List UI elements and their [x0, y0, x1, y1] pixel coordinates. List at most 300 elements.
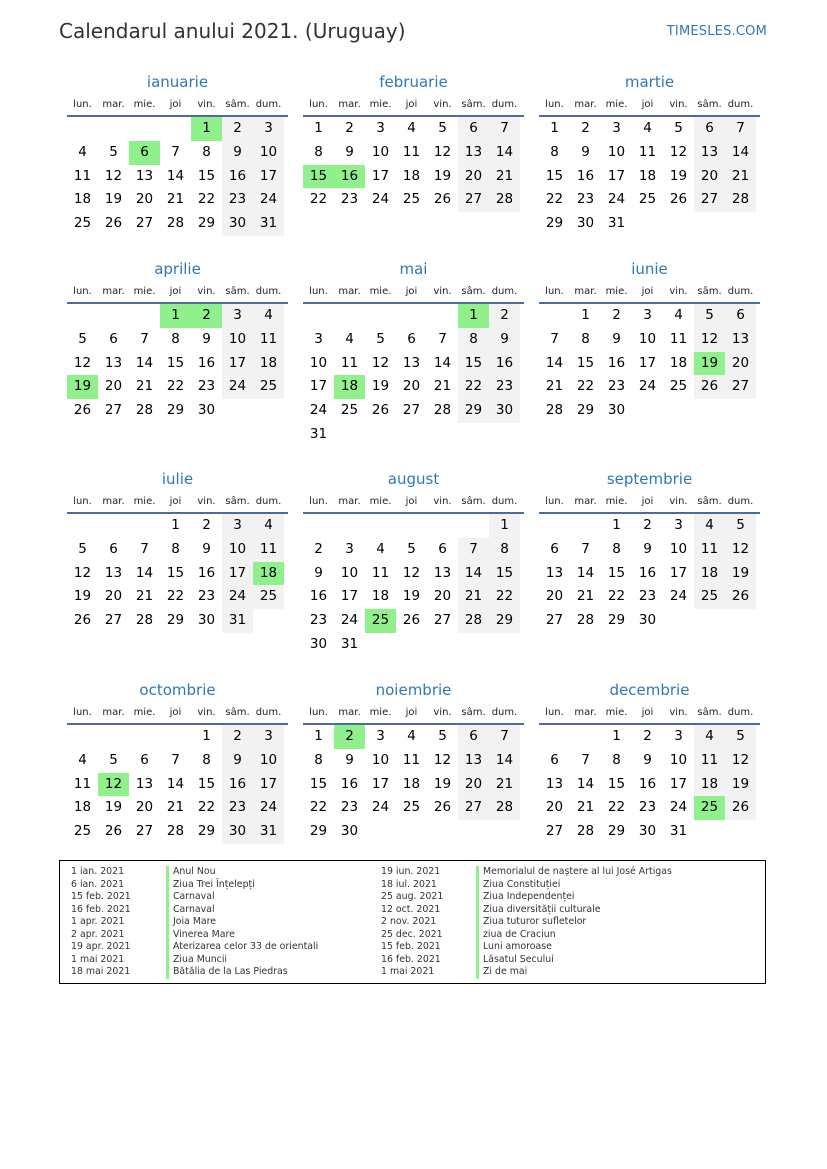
holiday-day: 15 — [303, 165, 334, 189]
day: 28 — [576, 612, 595, 629]
day: 8 — [612, 540, 621, 557]
day: 23 — [197, 588, 216, 605]
day: 14 — [166, 167, 185, 184]
day: 24 — [340, 612, 359, 629]
month-iulie — [67, 468, 288, 633]
day: 3 — [222, 514, 253, 538]
day: 5 — [109, 143, 118, 160]
day: 23 — [340, 799, 359, 816]
weekday-label: lun. — [309, 496, 328, 507]
holiday-date: 12 oct. 2021 — [381, 903, 441, 915]
day: 14 — [489, 141, 520, 165]
empty-cell — [98, 514, 129, 538]
day: 3 — [674, 517, 683, 533]
day: 27 — [433, 612, 452, 629]
day: 11 — [253, 328, 284, 352]
month-name: octombrie — [139, 681, 216, 699]
weekday-label: joi — [405, 286, 418, 297]
day: 2 — [222, 725, 253, 749]
day: 21 — [489, 165, 520, 189]
day: 30 — [638, 612, 657, 629]
day: 17 — [253, 773, 284, 797]
day: 23 — [638, 588, 657, 605]
holiday-name: Ziua diversității culturale — [476, 904, 601, 917]
day: 19 — [433, 167, 452, 184]
day: 29 — [607, 612, 626, 629]
day: 15 — [166, 564, 185, 581]
day: 20 — [725, 352, 756, 376]
weekday-label: sâm. — [225, 707, 250, 718]
day: 25 — [73, 823, 92, 840]
holiday-date: 19 apr. 2021 — [71, 941, 131, 952]
day: 8 — [171, 330, 180, 347]
day: 26 — [104, 823, 123, 840]
day: 15 — [607, 564, 626, 581]
day: 1 — [314, 728, 323, 744]
holiday-column-left — [60, 866, 318, 979]
day: 14 — [576, 775, 595, 792]
day: 21 — [135, 588, 154, 605]
day: 28 — [545, 402, 564, 419]
day: 13 — [725, 328, 756, 352]
day: 12 — [371, 354, 390, 371]
weekday-label: sâm. — [461, 707, 486, 718]
weekday-label: lun. — [73, 286, 92, 297]
day: 28 — [135, 612, 154, 629]
page-title: Calendarul anului 2021. (Uruguay) — [59, 19, 406, 43]
day: 6 — [458, 725, 489, 749]
holiday-entry — [60, 904, 318, 917]
day: 25 — [253, 585, 284, 609]
day: 17 — [669, 564, 688, 581]
day: 28 — [166, 823, 185, 840]
day: 1 — [489, 514, 520, 538]
day-grid — [303, 117, 524, 212]
weekday-label: vin. — [433, 99, 452, 110]
month-name: aprilie — [154, 260, 201, 278]
weekday-label: mie. — [133, 496, 156, 507]
day: 18 — [371, 588, 390, 605]
day: 23 — [222, 188, 253, 212]
day: 30 — [340, 823, 359, 840]
day: 23 — [638, 799, 657, 816]
day: 15 — [607, 775, 626, 792]
weekday-label: mar. — [574, 707, 597, 718]
holiday-name: Anul Nou — [166, 866, 216, 879]
holiday-name: Luni amoroase — [476, 941, 552, 954]
day: 21 — [135, 378, 154, 395]
holiday-name: Ziua Trei Înțelepți — [166, 879, 255, 892]
day: 22 — [166, 588, 185, 605]
weekday-label: mar. — [574, 496, 597, 507]
holiday-date: 16 feb. 2021 — [381, 953, 441, 965]
day: 4 — [376, 540, 385, 557]
day: 3 — [612, 120, 621, 136]
day: 18 — [638, 167, 657, 184]
holiday-day: 12 — [98, 773, 129, 797]
holiday-name: Ziua Muncii — [166, 954, 227, 967]
day: 4 — [345, 330, 354, 347]
holiday-day: 2 — [191, 304, 222, 328]
day: 4 — [643, 120, 652, 136]
holiday-name: Joia Mare — [166, 916, 216, 929]
day: 16 — [309, 588, 328, 605]
day: 25 — [402, 191, 421, 208]
day: 21 — [545, 378, 564, 395]
day: 1 — [581, 307, 590, 323]
day: 7 — [489, 117, 520, 141]
day: 26 — [694, 375, 725, 399]
day: 1 — [612, 728, 621, 744]
day: 19 — [371, 378, 390, 395]
day: 14 — [545, 354, 564, 371]
weekday-label: mar. — [338, 707, 361, 718]
weekday-label: vin. — [433, 286, 452, 297]
holiday-date: 1 ian. 2021 — [71, 866, 125, 877]
day-grid — [303, 304, 524, 447]
day: 9 — [643, 751, 652, 768]
day: 19 — [725, 773, 756, 797]
day: 9 — [345, 143, 354, 160]
day: 27 — [545, 612, 564, 629]
weekday-label: dum. — [491, 707, 518, 718]
day: 8 — [581, 330, 590, 347]
day: 14 — [489, 749, 520, 773]
day: 3 — [253, 117, 284, 141]
day: 15 — [166, 354, 185, 371]
day: 10 — [607, 143, 626, 160]
day: 17 — [607, 167, 626, 184]
weekday-label: sâm. — [225, 99, 250, 110]
day: 1 — [612, 517, 621, 533]
day: 26 — [104, 215, 123, 232]
month-name: noiembrie — [375, 681, 452, 699]
holiday-date: 6 ian. 2021 — [71, 878, 125, 890]
day: 6 — [694, 117, 725, 141]
day: 23 — [576, 191, 595, 208]
weekday-label: dum. — [255, 707, 282, 718]
weekday-label: joi — [641, 99, 654, 110]
day: 2 — [222, 117, 253, 141]
day: 24 — [371, 799, 390, 816]
month-octombrie — [67, 679, 288, 844]
weekday-label: mie. — [605, 707, 628, 718]
day: 21 — [166, 799, 185, 816]
weekday-label: sâm. — [461, 99, 486, 110]
day: 7 — [458, 538, 489, 562]
day: 22 — [458, 375, 489, 399]
holiday-day: 2 — [334, 725, 365, 749]
day: 18 — [402, 775, 421, 792]
site-link[interactable]: TIMESLES.COM — [666, 24, 767, 39]
weekday-label: sâm. — [697, 99, 722, 110]
day: 30 — [607, 402, 626, 419]
day: 17 — [340, 588, 359, 605]
weekday-label: lun. — [545, 496, 564, 507]
day: 20 — [135, 191, 154, 208]
day: 13 — [135, 775, 154, 792]
weekday-label: lun. — [309, 707, 328, 718]
month-name: iulie — [161, 470, 194, 488]
month-mai — [303, 258, 524, 447]
day: 18 — [73, 191, 92, 208]
holiday-list — [59, 860, 766, 984]
weekday-label: vin. — [433, 707, 452, 718]
day: 13 — [545, 564, 564, 581]
day: 31 — [253, 212, 284, 236]
weekday-label: lun. — [545, 99, 564, 110]
day: 23 — [489, 375, 520, 399]
weekday-label: dum. — [727, 496, 754, 507]
day: 23 — [607, 378, 626, 395]
day: 9 — [489, 328, 520, 352]
month-decembrie — [539, 679, 760, 844]
day: 10 — [371, 751, 390, 768]
weekday-header — [303, 282, 524, 304]
weekday-label: mie. — [133, 286, 156, 297]
day: 23 — [197, 378, 216, 395]
holiday-entry — [370, 891, 672, 904]
month-aprilie — [67, 258, 288, 423]
day: 10 — [222, 538, 253, 562]
day: 19 — [402, 588, 421, 605]
holiday-entry — [60, 879, 318, 892]
empty-cell — [98, 304, 129, 328]
day: 27 — [402, 402, 421, 419]
holiday-day: 1 — [458, 304, 489, 328]
day: 18 — [402, 167, 421, 184]
day: 23 — [222, 796, 253, 820]
day: 28 — [458, 609, 489, 633]
day: 30 — [197, 402, 216, 419]
empty-cell — [303, 304, 334, 328]
day: 20 — [433, 588, 452, 605]
day: 6 — [438, 540, 447, 557]
day: 15 — [197, 167, 216, 184]
weekday-label: sâm. — [225, 496, 250, 507]
day: 31 — [340, 635, 359, 652]
day: 8 — [550, 143, 559, 160]
day: 27 — [104, 402, 123, 419]
day: 18 — [694, 773, 725, 797]
day: 30 — [489, 399, 520, 423]
day: 22 — [309, 799, 328, 816]
day: 7 — [438, 330, 447, 347]
empty-cell — [98, 725, 129, 749]
day-grid — [539, 304, 760, 423]
month-iunie — [539, 258, 760, 423]
day: 8 — [202, 751, 211, 768]
weekday-label: mar. — [574, 286, 597, 297]
day: 24 — [607, 191, 626, 208]
day: 12 — [725, 749, 756, 773]
day: 9 — [345, 751, 354, 768]
day: 16 — [222, 165, 253, 189]
weekday-label: mie. — [369, 286, 392, 297]
day: 18 — [694, 562, 725, 586]
empty-cell — [539, 725, 570, 749]
day: 14 — [576, 564, 595, 581]
day-grid — [539, 117, 760, 236]
day-grid — [67, 117, 288, 236]
day: 16 — [222, 773, 253, 797]
holiday-entry — [370, 941, 672, 954]
day: 4 — [407, 728, 416, 744]
day: 31 — [669, 823, 688, 840]
day: 22 — [576, 378, 595, 395]
day: 30 — [309, 635, 328, 652]
day: 12 — [725, 538, 756, 562]
holiday-date: 18 mai 2021 — [71, 966, 131, 977]
day-grid — [67, 514, 288, 633]
day: 13 — [458, 749, 489, 773]
day: 19 — [73, 588, 92, 605]
day: 11 — [73, 167, 92, 184]
holiday-entry — [370, 916, 672, 929]
day: 5 — [376, 330, 385, 347]
holiday-entry — [60, 954, 318, 967]
day: 15 — [309, 775, 328, 792]
day: 19 — [104, 799, 123, 816]
weekday-label: mar. — [338, 99, 361, 110]
holiday-date: 19 iun. 2021 — [381, 866, 441, 877]
weekday-label: mar. — [102, 496, 125, 507]
day: 26 — [73, 402, 92, 419]
day: 9 — [643, 540, 652, 557]
day: 8 — [314, 143, 323, 160]
day: 28 — [489, 188, 520, 212]
day: 11 — [253, 538, 284, 562]
day: 8 — [202, 143, 211, 160]
holiday-date: 1 apr. 2021 — [71, 916, 125, 927]
day: 26 — [725, 585, 756, 609]
day: 31 — [309, 425, 328, 442]
day: 13 — [545, 775, 564, 792]
day: 7 — [171, 751, 180, 768]
empty-cell — [67, 514, 98, 538]
day: 13 — [104, 354, 123, 371]
day: 8 — [171, 540, 180, 557]
day: 12 — [402, 564, 421, 581]
weekday-label: sâm. — [461, 286, 486, 297]
day: 4 — [694, 725, 725, 749]
holiday-entry — [370, 904, 672, 917]
day: 12 — [433, 143, 452, 160]
month-name: ianuarie — [146, 73, 209, 91]
weekday-label: joi — [405, 99, 418, 110]
holiday-day: 19 — [67, 375, 98, 399]
day: 20 — [545, 588, 564, 605]
weekday-label: sâm. — [225, 286, 250, 297]
holiday-name: Memorialul de naștere al lui José Artigas — [476, 866, 672, 879]
empty-cell — [427, 304, 458, 328]
day: 26 — [725, 796, 756, 820]
weekday-label: joi — [405, 707, 418, 718]
holiday-day: 25 — [365, 609, 396, 633]
day: 3 — [314, 330, 323, 347]
day: 30 — [197, 612, 216, 629]
holiday-name: Carnaval — [166, 904, 215, 917]
weekday-label: vin. — [197, 286, 216, 297]
month-name: decembrie — [609, 681, 690, 699]
day: 6 — [109, 540, 118, 557]
day: 30 — [576, 215, 595, 232]
day: 15 — [197, 775, 216, 792]
holiday-date: 18 iul. 2021 — [381, 878, 437, 890]
day: 11 — [340, 354, 359, 371]
holiday-day: 6 — [129, 141, 160, 165]
day: 29 — [489, 609, 520, 633]
day: 13 — [694, 141, 725, 165]
day: 27 — [135, 823, 154, 840]
day: 15 — [489, 562, 520, 586]
day: 5 — [78, 540, 87, 557]
empty-cell — [334, 514, 365, 538]
weekday-header — [539, 703, 760, 725]
day: 4 — [674, 307, 683, 323]
day: 22 — [607, 588, 626, 605]
empty-cell — [160, 725, 191, 749]
day: 10 — [253, 141, 284, 165]
weekday-label: lun. — [545, 286, 564, 297]
holiday-date: 2 apr. 2021 — [71, 928, 125, 940]
day: 16 — [340, 775, 359, 792]
day: 14 — [458, 562, 489, 586]
empty-cell — [458, 514, 489, 538]
holiday-name: Bătălia de la Las Piedras — [166, 966, 288, 979]
day: 11 — [73, 775, 92, 792]
day: 1 — [550, 120, 559, 136]
weekday-label: mar. — [574, 99, 597, 110]
day: 6 — [140, 751, 149, 768]
weekday-label: vin. — [197, 496, 216, 507]
day: 27 — [545, 823, 564, 840]
day: 30 — [222, 820, 253, 844]
holiday-date: 25 aug. 2021 — [381, 891, 444, 902]
day: 20 — [545, 799, 564, 816]
empty-cell — [570, 725, 601, 749]
day: 20 — [458, 165, 489, 189]
weekday-label: dum. — [727, 707, 754, 718]
month-ianuarie — [67, 71, 288, 236]
day: 22 — [607, 799, 626, 816]
day: 25 — [694, 585, 725, 609]
weekday-label: joi — [169, 707, 182, 718]
weekday-label: dum. — [491, 496, 518, 507]
day: 9 — [612, 330, 621, 347]
day: 24 — [371, 191, 390, 208]
day: 9 — [222, 749, 253, 773]
month-name: mai — [399, 260, 428, 278]
weekday-header — [67, 282, 288, 304]
day: 11 — [402, 143, 421, 160]
holiday-date: 15 feb. 2021 — [381, 941, 441, 952]
empty-cell — [129, 304, 160, 328]
day: 8 — [612, 751, 621, 768]
holiday-entry — [370, 866, 672, 879]
empty-cell — [570, 514, 601, 538]
holiday-name: Lăsatul Secului — [476, 954, 554, 967]
day-grid — [539, 514, 760, 633]
holiday-day: 16 — [334, 165, 365, 189]
month-martie — [539, 71, 760, 236]
day: 9 — [202, 540, 211, 557]
weekday-label: dum. — [727, 99, 754, 110]
holiday-name: Aterizarea celor 33 de orientali — [166, 941, 318, 954]
day: 10 — [669, 540, 688, 557]
day: 18 — [73, 799, 92, 816]
weekday-label: vin. — [197, 707, 216, 718]
